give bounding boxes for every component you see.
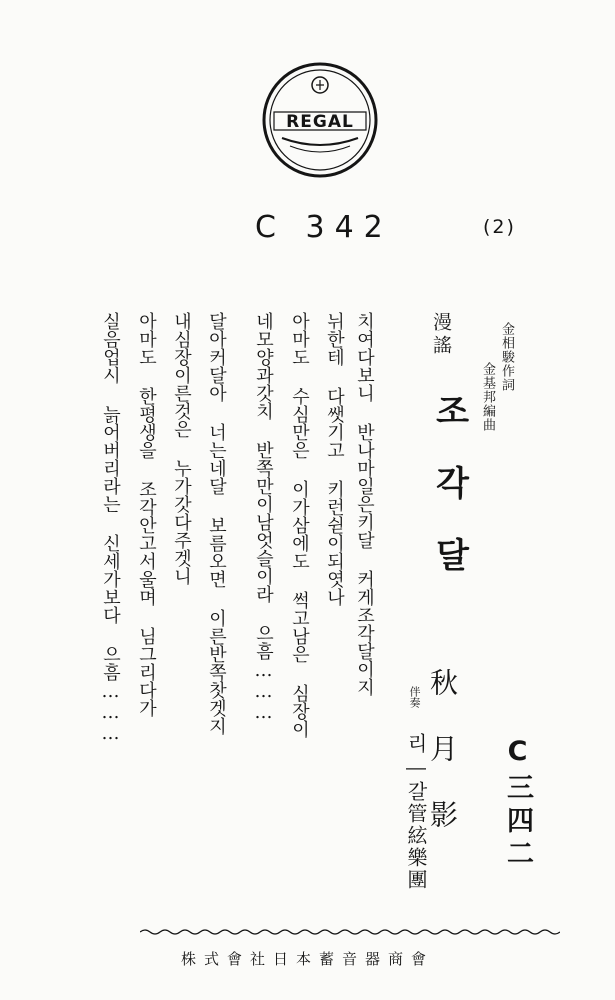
accompaniment-label: 伴奏 <box>408 686 421 708</box>
regal-logo-text: REGAL <box>286 112 354 132</box>
lyric-line: 뉘한테 다쌧기고 키런쉳이되엿나 <box>324 312 345 606</box>
lyric-line: 아마도 한평생을 조각안고서울며 님그리다가 <box>136 312 157 717</box>
wavy-divider <box>140 928 560 936</box>
lyric-line: 아마도 수심만은 이가삼에도 썩고남은 심장이 <box>289 312 310 738</box>
company-footer: 株式會社日本蓄音器商會 <box>180 950 434 968</box>
regal-logo-emblem <box>260 60 380 180</box>
side-number: (2) <box>483 216 516 238</box>
lyric-line: 내심장이른것은 누가갓다주겟니 <box>171 312 192 585</box>
regal-logo <box>260 60 380 180</box>
catalog-number-cjk: C三四二 <box>502 736 533 872</box>
catalog-number: C 342 <box>255 210 393 245</box>
song-title: 조각달 <box>429 393 469 609</box>
band-name: 리―갈管絃樂團 <box>404 733 428 891</box>
genre-label: 漫謠 <box>430 312 452 358</box>
lyric-line: 치여다보니 반나마일은키달 커게조각달이지 <box>354 312 375 696</box>
singer-name: 秋月影 <box>426 668 459 866</box>
lyric-line: 네모양과갓치 반쪽만이남엇슬이라 으흠……… <box>253 312 274 723</box>
lyricist-credit: 金相駿作詞 <box>499 322 514 392</box>
composer-credit: 金基邦編曲 <box>480 362 495 432</box>
lyric-line: 달아커달아 너는네달 보름오면 이른반쪽찻겟지 <box>206 312 227 735</box>
lyric-line: 실음업시 늙어버리라는 신세가보다 으흠……… <box>100 312 121 744</box>
